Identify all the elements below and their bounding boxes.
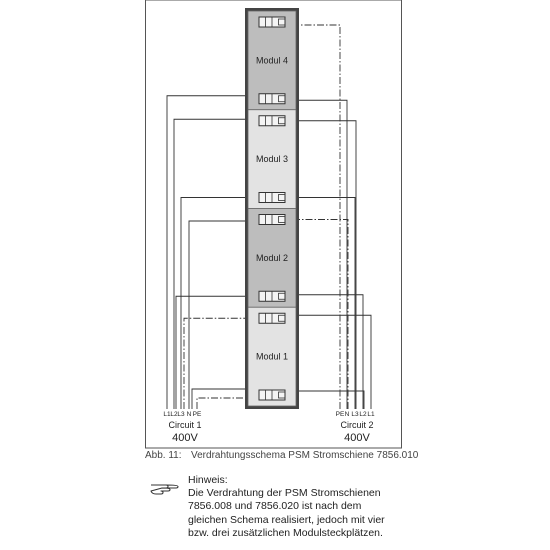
- terminal-label: L2: [170, 411, 178, 418]
- terminal-label: N: [186, 411, 192, 418]
- module-label: Modul 3: [255, 154, 289, 165]
- busbar-rail: [247, 10, 298, 408]
- module-label: Modul 2: [255, 252, 289, 263]
- terminal-block-top: [259, 17, 285, 27]
- hint-body: Die Verdrahtung der PSM Stromschienen 7856.008 und 7856.020 ist nach dem gleichen Schema realisiert, jedoch mit vier bzw. drei zusätzlichen Modulsteckplätzen.: [188, 487, 385, 539]
- terminal-block-top: [259, 116, 285, 126]
- circuit-1-terminals: [163, 411, 202, 418]
- pointing-hand-icon: [150, 478, 180, 496]
- terminal-block-bottom: [259, 94, 285, 104]
- module-label: Modul 1: [255, 351, 289, 362]
- caption-number: Abb. 11:: [145, 450, 182, 461]
- terminal-block-top: [259, 215, 285, 225]
- terminal-block-bottom: [259, 193, 285, 203]
- terminal-label: N: [344, 411, 350, 418]
- circuit-1-label: Circuit 1: [168, 420, 202, 430]
- terminal-label: PE: [192, 411, 202, 418]
- terminal-label: PE: [335, 411, 345, 418]
- terminal-block-top: [259, 313, 285, 323]
- circuit-2-label: Circuit 2: [340, 420, 374, 430]
- module-label: Modul 4: [255, 55, 289, 66]
- terminal-label: L1: [163, 411, 171, 418]
- hint-title: Hinweis:: [188, 474, 228, 486]
- figure-caption: [145, 450, 418, 461]
- terminal-label: L1: [367, 411, 375, 418]
- terminal-label: L3: [177, 411, 185, 418]
- circuit-1-voltage: 400V: [172, 432, 198, 444]
- terminal-block-bottom: [259, 291, 285, 301]
- caption-text: Verdrahtungsschema PSM Stromschiene 7856.010: [191, 450, 419, 461]
- circuit-2-voltage: 400V: [344, 432, 370, 444]
- circuit-2-terminals: [336, 411, 375, 418]
- terminal-label: L3: [351, 411, 359, 418]
- terminal-label: L2: [359, 411, 367, 418]
- terminal-block-bottom: [259, 390, 285, 400]
